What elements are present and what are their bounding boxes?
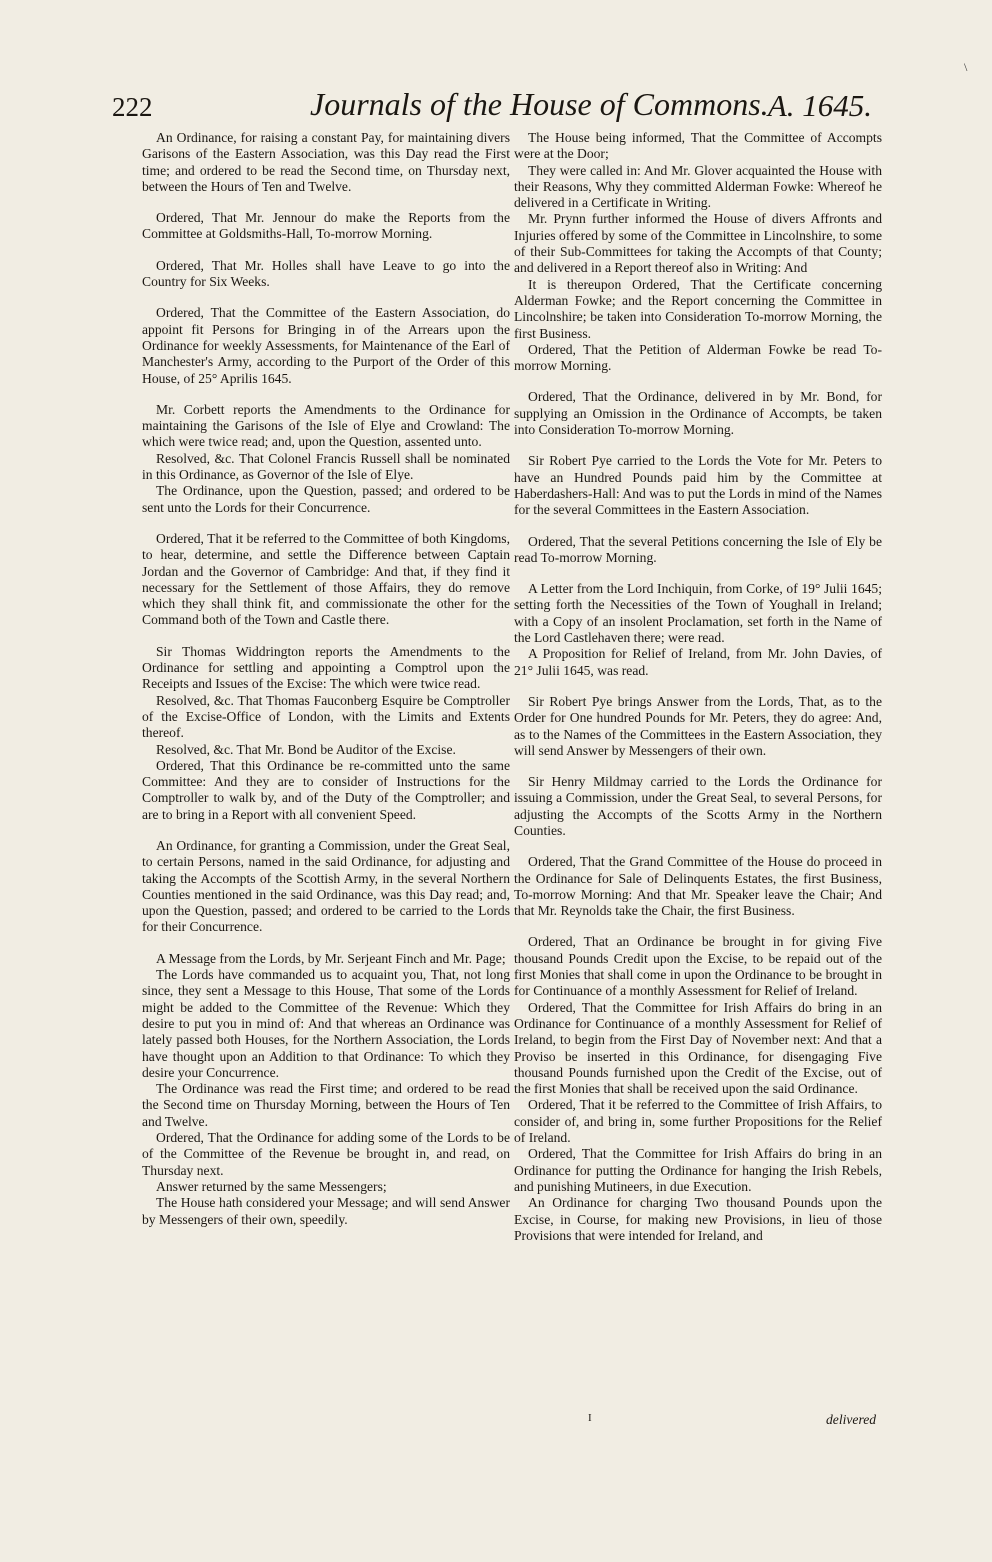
paragraph: An Ordinance, for raising a constant Pay, for maintaining divers Garisons of the Eastern Association, was this Day read the First time; and ordered to be read the Second time, on Thursday next, between the Hours of Ten and Twelve. (142, 130, 510, 194)
paragraph: A Letter from the Lord Inchiquin, from Corke, of 19° Julii 1645; setting forth the Necessities of the Town of Youghall in Ireland; with a Copy of an insolent Proclamation, set forth in the Name of the Lord Castlehaven there; were read. (514, 581, 882, 646)
paragraph: Ordered, That the Ordinance, delivered in by Mr. Bond, for supplying an Omission in the Ordinance of Accompts, be taken into Consideration To-morrow Morning. (514, 389, 882, 438)
paragraph: Ordered, That the Committee for Irish Affairs do bring in an Ordinance for Continuance of a monthly Assessment for Relief of Ireland, to begin from the First Day of November next: And that a Proviso be inserted in this Ordinance, for disengaging Five thousand Pounds furnished upon the Credit of the Excise, out of the first Monies that shall be received upon the said Ordinance. (514, 999, 882, 1097)
paragraph: A Proposition for Relief of Ireland, from Mr. John Davies, of 21° Julii 1645, was read. (514, 646, 882, 678)
paragraph: The Lords have commanded us to acquaint you, That, not long since, they sent a Message to this House, That some of the Lords might be added to the Committee of the Revenue: Which they desire to put you in mind of: And that whereas an Ordinance was lately passed both Houses, for the Northern Association, the Lords have thought upon an Addition to that Ordinance: To which they desire your Concurrence. (142, 967, 510, 1080)
running-title: Journals of the House of Commons. (310, 86, 769, 122)
paragraph: Ordered, That Mr. Jennour do make the Reports from the Committee at Goldsmiths-Hall, To-morrow Morning. (142, 210, 510, 242)
running-year: A. 1645. (767, 88, 872, 123)
paragraph: Resolved, &c. That Thomas Fauconberg Esquire be Comptroller of the Excise-Office of London, with the Limits and Extents thereof. (142, 692, 510, 741)
paragraph: The Ordinance was read the First time; and ordered to be read the Second time on Thursday Morning, between the Hours of Ten and Twelve. (142, 1081, 510, 1129)
paragraph: The House being informed, That the Committee of Accompts were at the Door; (514, 130, 882, 162)
paragraph: Ordered, That it be referred to the Committee of Irish Affairs, to consider of, and bring in, some further Propositions for the Relief of Ireland. (514, 1097, 882, 1146)
paragraph: An Ordinance for charging Two thousand Pounds upon the Excise, in Course, for making new Provisions, in lieu of those Provisions that were intended for Ireland, and (514, 1195, 882, 1243)
paragraph: Ordered, That the Committee for Irish Affairs do bring in an Ordinance for putting the Ordinance for hanging the Irish Rebels, and punishing Mutineers, in due Execution. (514, 1146, 882, 1194)
paragraph: Ordered, That this Ordinance be re-committed unto the same Committee: And they are to consider of Instructions for the Comptroller to walk by, and of the Duty of the Comptroller; and are to bring in a Report with all convenient Speed. (142, 757, 510, 822)
paragraph: Ordered, That the Committee of the Eastern Association, do appoint fit Persons for Bringing in of the Arrears upon the Ordinance for weekly Assessments, for Maintenance of the Earl of Manchester's Army, according to the Purport of the Order of this House, of 25° Aprilis 1645. (142, 305, 510, 386)
margin-mark: \ (964, 60, 968, 74)
paragraph: Ordered, That the several Petitions concerning the Isle of Ely be read To-morrow Morning. (514, 533, 882, 565)
paragraph: Ordered, That it be referred to the Committee of both Kingdoms, to hear, determine, and settle the Difference between Captain Jordan and the Governor of Cambridge: And that, if they find it necessary for the Settlement of those Affairs, they do remove which they shall think fit, and commissionate the other for the Command both of the Town and Castle there. (142, 530, 510, 628)
paragraph: Answer returned by the same Messengers; (156, 1178, 387, 1194)
signature-mark: I (588, 1412, 592, 1424)
paragraph: A Message from the Lords, by Mr. Serjeant Finch and Mr. Page; (156, 950, 506, 966)
left-column (142, 130, 510, 1228)
paragraph: The Ordinance, upon the Question, passed; and ordered to be sent unto the Lords for their Concurrence. (142, 483, 510, 515)
page-header (112, 84, 872, 128)
paragraph: Ordered, That an Ordinance be brought in for giving Five thousand Pounds Credit upon the Excise, to be repaid out of the first Monies that shall come in upon the Ordinance to be brought in for Continuance of a monthly Assessment for Relief of Ireland. (514, 934, 882, 999)
paragraph: The House hath considered your Message; and will send Answer by Messengers of their own, speedily. (142, 1195, 510, 1227)
page-number: 222 (112, 92, 153, 122)
paragraph: Resolved, &c. That Colonel Francis Russell shall be nominated in this Ordinance, as Governor of the Isle of Elye. (142, 450, 510, 483)
paragraph: An Ordinance, for granting a Commission, under the Great Seal, to certain Persons, named in the said Ordinance, for adjusting and taking the Accompts of the Scottish Army, in the several Northern Counties mentioned in the said Ordinance, was this Day read; and, upon the Question, passed; and ordered to be carried to the Lords for their Concurrence. (142, 837, 510, 935)
paragraph: Ordered, That the Grand Committee of the House do proceed in the Ordinance for Sale of Delinquents Estates, the first Business, To-morrow Morning: And that Mr. Speaker leave the Chair; And that Mr. Reynolds take the Chair, the first Business. (514, 854, 882, 919)
paragraph: Ordered, That the Ordinance for adding some of the Lords to be of the Committee of the Revenue be brought in, and read, on Thursday next. (142, 1130, 510, 1178)
paragraph: Resolved, &c. That Mr. Bond be Auditor of the Excise. (156, 741, 456, 757)
paragraph: Sir Thomas Widdrington reports the Amendments to the Ordinance for settling and appointing a Comptrol upon the Receipts and Issues of the Excise: The which were twice read. (142, 643, 510, 692)
paragraph: Mr. Prynn further informed the House of divers Affronts and Injuries offered by some of the Committee in Lincolnshire, to some of their Sub-Committees for taking the Accompts of that County; and delivered in a Report thereof also in Writing: And (514, 211, 882, 276)
paragraph: Ordered, That Mr. Holles shall have Leave to go into the Country for Six Weeks. (142, 257, 510, 290)
paragraph: Mr. Corbett reports the Amendments to the Ordinance for maintaining the Garisons of the Isle of Elye and Crowland: The which were twice read; and, upon the Question, assented unto. (142, 401, 510, 450)
paragraph: Sir Henry Mildmay carried to the Lords the Ordinance for issuing a Commission, under the Great Seal, to several Persons, for adjusting the Accompts of the Scotts Army in the Northern Counties. (514, 774, 882, 838)
right-column (514, 130, 882, 1244)
paragraph: Sir Robert Pye carried to the Lords the Vote for Mr. Peters to have an Hundred Pounds paid him by the Committee at Haberdashers-Hall: And was to put the Lords in mind of the Names for the several Committees in the Eastern Association. (514, 453, 882, 518)
catchword: delivered (826, 1412, 877, 1427)
paragraph: It is thereupon Ordered, That the Certificate concerning Alderman Fowke; and the Report concerning the Committee in Lincolnshire; be taken into Consideration To-morrow Morning, the first Business. (514, 276, 882, 341)
paragraph: Sir Robert Pye brings Answer from the Lords, That, as to the Order for One hundred Pounds for Mr. Peters, they do agree: And, as to the Names of the Committees in the Eastern Association, they will send Answer by Messengers of their own. (514, 693, 882, 758)
paragraph: They were called in: And Mr. Glover acquainted the House with their Reasons, Why they committed Alderman Fowke: Whereof he delivered in a Certificate in Writing. (514, 162, 882, 211)
paragraph: Ordered, That the Petition of Alderman Fowke be read To-morrow Morning. (514, 341, 882, 374)
